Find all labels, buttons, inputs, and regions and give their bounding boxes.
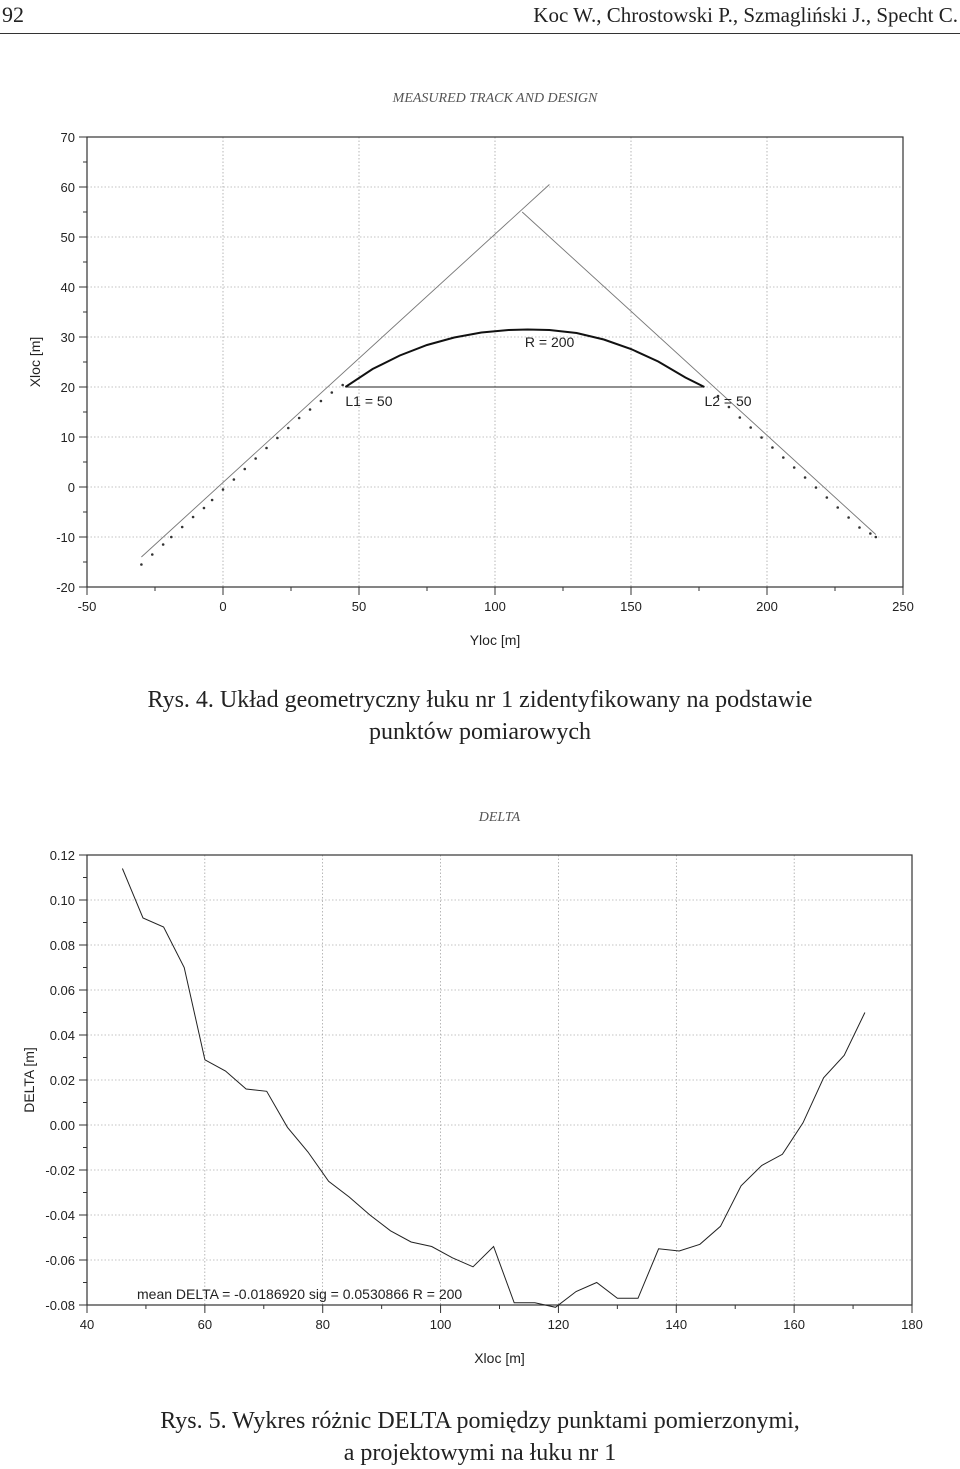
measured-point: [331, 391, 334, 394]
y-tick-label: 0.00: [49, 1118, 75, 1133]
y-tick-label: 0.04: [49, 1028, 75, 1043]
measured-point: [192, 516, 195, 519]
measured-point: [782, 456, 785, 459]
x-tick-label: 40: [79, 1317, 95, 1332]
delta-statistics: mean DELTA = -0.0186920 sig = 0.0530866 R = 200: [137, 1286, 463, 1302]
delta-chart: [0, 790, 960, 1390]
y-tick-label: -20: [56, 580, 75, 595]
x-tick-label: 0: [219, 599, 227, 614]
measured-point: [760, 436, 763, 439]
page-header: [0, 0, 960, 36]
x-tick-label: 100: [484, 599, 506, 614]
x-axis-label: Xloc [m]: [474, 1350, 525, 1366]
measured-point: [858, 526, 861, 529]
measured-point: [826, 496, 829, 499]
x-tick-label: -50: [77, 599, 97, 614]
measured-point: [298, 417, 301, 420]
measured-point: [254, 457, 257, 460]
figure-5-caption: [0, 1405, 960, 1469]
track-chart: [0, 70, 960, 670]
measured-point: [320, 400, 323, 403]
measured-point: [243, 468, 246, 471]
chart-annotation: L2 = 50: [704, 393, 752, 409]
measured-point: [309, 408, 312, 411]
y-tick-label: 70: [60, 130, 75, 145]
y-axis-label: Xloc [m]: [27, 336, 43, 388]
y-tick-label: 0.08: [49, 938, 75, 953]
measured-point: [875, 536, 878, 539]
y-tick-label: 40: [60, 280, 75, 295]
running-authors: Koc W., Chrostowski P., Szmagliński J., Specht C.: [533, 3, 958, 27]
y-tick-label: 0.10: [49, 893, 75, 908]
measured-point: [749, 426, 752, 429]
y-tick-label: -0.08: [45, 1298, 75, 1313]
y-tick-label: -10: [56, 530, 75, 545]
x-tick-label: 250: [892, 599, 914, 614]
figure-4-caption: [0, 684, 960, 748]
y-tick-label: 0.06: [49, 983, 75, 998]
x-tick-label: 120: [547, 1317, 570, 1332]
x-tick-label: 200: [756, 599, 778, 614]
measured-point: [233, 478, 236, 481]
y-tick-label: 50: [60, 230, 75, 245]
x-tick-label: 50: [351, 599, 367, 614]
measured-point: [815, 486, 818, 489]
y-tick-label: -0.06: [45, 1253, 75, 1268]
measured-point: [162, 543, 165, 546]
measured-point: [265, 447, 268, 450]
measured-point: [771, 446, 774, 449]
y-tick-label: 60: [60, 180, 75, 195]
y-axis-label: DELTA [m]: [21, 1047, 37, 1113]
y-tick-label: 10: [60, 430, 75, 445]
chart-title: DELTA: [478, 810, 521, 825]
measured-point: [276, 437, 279, 440]
measured-point: [222, 488, 225, 491]
measured-point: [847, 516, 850, 519]
x-tick-label: 160: [783, 1317, 805, 1332]
x-tick-label: 180: [901, 1317, 923, 1332]
figure-5-caption-line1: Rys. 5. Wykres różnic DELTA pomiędzy punktami pomierzonymi,: [160, 1408, 800, 1434]
delta-series-line: [122, 869, 865, 1308]
figure-4-caption-line2: punktów pomiarowych: [369, 719, 591, 745]
measured-point: [203, 507, 206, 510]
x-tick-label: 60: [197, 1317, 213, 1332]
measured-point: [739, 416, 742, 419]
x-tick-label: 100: [429, 1317, 452, 1332]
y-tick-label: -0.04: [45, 1208, 75, 1223]
y-tick-label: -0.02: [45, 1163, 75, 1178]
measured-point: [151, 553, 154, 556]
measured-point: [836, 506, 839, 509]
y-tick-label: 0.02: [49, 1073, 75, 1088]
chart-annotation: R = 200: [524, 334, 575, 350]
y-tick-label: 0.12: [49, 848, 75, 863]
measured-point: [140, 563, 143, 566]
x-tick-label: 140: [665, 1317, 688, 1332]
chart-title: MEASURED TRACK AND DESIGN: [392, 91, 598, 106]
tangent-right-line: [522, 212, 876, 535]
tangent-left-line: [141, 185, 549, 558]
measured-point: [869, 532, 872, 535]
header-rule: [0, 33, 960, 34]
x-tick-label: 80: [315, 1317, 330, 1332]
measured-point: [341, 384, 344, 387]
measured-point: [211, 499, 214, 502]
measured-point: [804, 476, 807, 479]
x-axis-label: Yloc [m]: [469, 632, 521, 648]
measured-point: [793, 466, 796, 469]
chart-annotation: L1 = 50: [345, 393, 393, 409]
measured-point: [287, 427, 290, 430]
figure-5-caption-line2: a projektowymi na łuku nr 1: [343, 1440, 617, 1466]
page-number: 92: [2, 2, 24, 27]
x-tick-label: 150: [620, 599, 642, 614]
y-tick-label: 0: [67, 480, 75, 495]
measured-point: [181, 526, 184, 529]
y-tick-label: 20: [60, 380, 75, 395]
measured-point: [170, 536, 173, 539]
figure-4-caption-line1: Rys. 4. Układ geometryczny łuku nr 1 zidentyfikowany na podstawie: [147, 687, 813, 713]
y-tick-label: 30: [60, 330, 75, 345]
